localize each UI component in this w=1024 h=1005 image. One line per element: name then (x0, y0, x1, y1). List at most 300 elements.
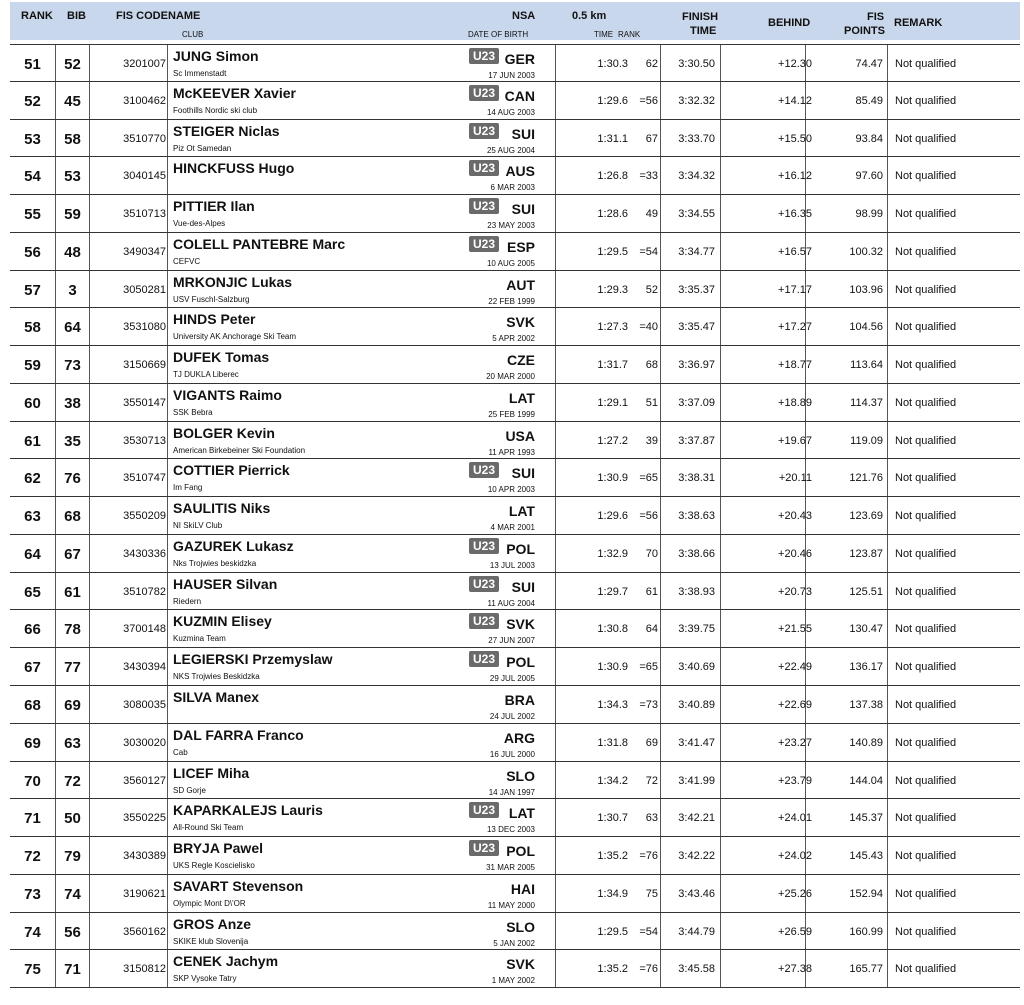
split-time: 1:30.9 (597, 472, 628, 485)
athlete-name: LICEF Miha (173, 764, 250, 781)
rank-cell: 65 (24, 583, 41, 601)
rank-cell: 66 (24, 621, 41, 639)
nsa-code: POL (506, 843, 535, 860)
nsa-code: LAT (508, 503, 535, 520)
split-rank: 61 (645, 585, 658, 598)
column-divider (887, 535, 888, 572)
remark: Not qualified (895, 736, 957, 749)
split-rank: 72 (645, 774, 658, 787)
fis-points: 113.64 (850, 359, 883, 372)
column-divider (660, 120, 661, 157)
split-time: 1:30.8 (597, 623, 628, 636)
fis-code-cell: 3700148 (123, 623, 166, 636)
athlete-name: HAUSER Silvan (173, 575, 278, 592)
nsa-code: ARG (503, 729, 535, 746)
date-of-birth: 31 MAR 2005 (486, 863, 535, 873)
date-of-birth: 11 MAY 2000 (487, 900, 535, 910)
date-of-birth: 29 JUL 2005 (489, 674, 535, 684)
bib-cell: 50 (64, 810, 81, 828)
table-row (10, 82, 1020, 120)
fis-points: 136.17 (849, 661, 883, 674)
nsa-code: SUI (511, 201, 535, 218)
column-divider (660, 497, 661, 534)
date-of-birth: 13 JUL 2003 (489, 560, 535, 570)
fis-code-cell: 3550147 (123, 396, 166, 409)
column-divider (720, 724, 721, 761)
table-row (10, 384, 1020, 422)
date-of-birth: 23 MAY 2003 (487, 221, 535, 231)
bib-cell: 77 (64, 659, 81, 677)
split-time: 1:30.9 (597, 661, 628, 674)
time-behind: +22.49 (778, 661, 812, 674)
split-time: 1:34.9 (597, 887, 628, 900)
column-divider (167, 459, 168, 496)
column-divider (555, 497, 556, 534)
column-divider (555, 648, 556, 685)
fis-code-cell: 3050281 (123, 283, 166, 296)
column-divider (720, 913, 721, 950)
table-row (10, 195, 1020, 233)
column-divider (555, 271, 556, 308)
split-time: 1:27.2 (597, 434, 628, 447)
fis-points: 98.99 (855, 208, 883, 221)
remark: Not qualified (895, 58, 957, 70)
athlete-name: COLELL PANTEBRE Marc (173, 235, 346, 252)
club-name: Foothills Nordic ski club (173, 105, 258, 115)
remark: Not qualified (895, 359, 957, 372)
u23-badge: U23 (469, 802, 499, 818)
club-name: NI SkiLV Club (173, 521, 223, 531)
column-divider (660, 308, 661, 345)
rank-cell: 59 (24, 357, 41, 375)
club-name: Riedern (173, 596, 202, 606)
rank-cell: 70 (24, 772, 41, 790)
table-row (10, 610, 1020, 648)
column-divider (720, 648, 721, 685)
club-name: Olympic Mont D\'OR (173, 898, 246, 908)
column-divider (720, 837, 721, 874)
split-time: 1:35.2 (597, 963, 628, 976)
header-rank: RANK (21, 10, 53, 22)
bib-cell: 45 (64, 92, 81, 110)
rank-cell: 74 (24, 923, 41, 941)
header-finish-time: TIME (690, 25, 717, 37)
athlete-name: HINCKFUSS Hugo (173, 160, 295, 177)
date-of-birth: 14 JAN 1997 (488, 787, 535, 797)
column-divider (720, 233, 721, 270)
fis-points: 97.60 (855, 170, 883, 183)
fis-code-cell: 3150812 (123, 963, 166, 976)
athlete-name: SAULITIS Niks (173, 500, 271, 517)
split-rank: =40 (639, 321, 658, 334)
time-behind: +26.59 (778, 925, 812, 938)
column-divider (660, 233, 661, 270)
table-row (10, 346, 1020, 384)
column-divider (660, 950, 661, 987)
column-divider (720, 271, 721, 308)
rank-cell: 60 (24, 394, 41, 412)
remark: Not qualified (895, 850, 957, 863)
finish-time: 3:34.55 (678, 208, 715, 221)
rank-cell: 75 (24, 961, 41, 979)
date-of-birth: 5 JAN 2002 (493, 938, 535, 948)
column-divider (167, 648, 168, 685)
fis-code-cell: 3531080 (123, 321, 166, 334)
column-divider (887, 648, 888, 685)
column-divider (555, 233, 556, 270)
remark: Not qualified (895, 963, 957, 976)
club-name: USV Fuschl-Salzburg (173, 294, 250, 304)
nsa-code: POL (506, 654, 535, 671)
remark: Not qualified (895, 283, 957, 296)
column-divider (555, 422, 556, 459)
column-divider (720, 535, 721, 572)
finish-time: 3:38.63 (678, 510, 715, 523)
athlete-name: GAZUREK Lukasz (173, 537, 294, 554)
table-row (10, 157, 1020, 195)
fis-code-cell: 3030020 (123, 736, 166, 749)
bib-cell: 56 (64, 923, 81, 941)
fis-code-cell: 3510713 (123, 208, 166, 221)
table-row (10, 573, 1020, 611)
time-behind: +15.50 (778, 132, 812, 145)
remark: Not qualified (895, 774, 957, 787)
time-behind: +16.57 (778, 245, 812, 258)
athlete-name: VIGANTS Raimo (173, 386, 282, 403)
split-rank: =76 (639, 850, 658, 863)
column-divider (167, 950, 168, 987)
fis-points: 144.04 (849, 774, 883, 787)
rank-cell: 73 (24, 885, 41, 903)
results-header (10, 2, 1020, 40)
column-divider (887, 610, 888, 647)
nsa-code: HAI (510, 880, 535, 897)
time-behind: +23.79 (778, 774, 812, 787)
date-of-birth: 16 JUL 2000 (489, 749, 535, 759)
table-row (10, 724, 1020, 762)
column-divider (167, 497, 168, 534)
date-of-birth: 14 AUG 2003 (486, 107, 535, 117)
column-divider (660, 82, 661, 119)
column-divider (720, 875, 721, 912)
column-divider (887, 82, 888, 119)
fis-points: 119.09 (850, 434, 883, 447)
column-divider (887, 686, 888, 723)
fis-code-cell: 3040145 (123, 170, 166, 183)
nsa-code: SVK (506, 956, 535, 973)
date-of-birth: 17 JUN 2003 (488, 71, 535, 80)
nsa-code: CAN (504, 87, 535, 104)
nsa-code: SVK (506, 616, 535, 633)
column-divider (887, 384, 888, 421)
time-behind: +27.38 (778, 963, 812, 976)
fis-points: 74.47 (855, 58, 883, 70)
date-of-birth: 20 MAR 2000 (486, 372, 535, 382)
split-rank: 49 (645, 208, 658, 221)
fis-code-cell: 3080035 (123, 699, 166, 712)
table-row (10, 686, 1020, 724)
column-divider (167, 308, 168, 345)
column-divider (167, 384, 168, 421)
column-divider (167, 762, 168, 799)
bib-cell: 73 (64, 357, 81, 375)
rank-cell: 54 (24, 168, 41, 186)
rank-cell: 69 (24, 734, 41, 752)
fis-points: 137.38 (849, 699, 883, 712)
bib-cell: 71 (64, 961, 81, 979)
split-rank: 67 (645, 132, 658, 145)
column-divider (887, 271, 888, 308)
finish-time: 3:43.46 (678, 887, 715, 900)
club-name: UKS Regle Koscielisko (173, 861, 255, 871)
time-behind: +22.69 (778, 699, 812, 712)
header-finish: FINISH (682, 11, 719, 23)
column-divider (167, 799, 168, 836)
time-behind: +17.17 (778, 283, 812, 296)
column-divider (660, 610, 661, 647)
bib-cell: 78 (64, 621, 81, 639)
table-row (10, 648, 1020, 686)
u23-badge: U23 (469, 538, 499, 554)
nsa-code: POL (506, 540, 535, 557)
athlete-name: SAVART Stevenson (173, 877, 304, 894)
table-row (10, 459, 1020, 497)
finish-time: 3:34.32 (678, 170, 715, 183)
split-time: 1:35.2 (597, 850, 628, 863)
split-time: 1:30.7 (597, 812, 628, 825)
column-divider (887, 459, 888, 496)
fis-points: 152.94 (849, 887, 883, 900)
nsa-code: SLO (506, 767, 535, 784)
split-time: 1:29.1 (597, 396, 628, 409)
split-rank: =56 (639, 94, 658, 107)
column-divider (167, 120, 168, 157)
split-rank: =73 (639, 699, 658, 712)
split-time: 1:29.6 (597, 510, 628, 523)
remark: Not qualified (895, 472, 957, 485)
rank-cell: 53 (24, 130, 41, 148)
column-divider (555, 346, 556, 383)
column-divider (887, 875, 888, 912)
split-rank: 52 (645, 283, 658, 296)
time-behind: +14.12 (778, 94, 812, 107)
header-nsa: NSA (512, 10, 536, 22)
column-divider (660, 384, 661, 421)
athlete-name: DUFEK Tomas (173, 349, 270, 366)
header-fis-points: POINTS (844, 25, 885, 37)
time-behind: +24.01 (778, 812, 812, 825)
bib-cell: 64 (64, 319, 81, 337)
split-rank: =76 (639, 963, 658, 976)
athlete-name: KUZMIN Elisey (173, 613, 272, 630)
table-row (10, 422, 1020, 460)
nsa-code: SVK (506, 314, 535, 331)
rank-cell: 62 (24, 470, 41, 488)
table-row (10, 44, 1020, 82)
table-row (10, 875, 1020, 913)
finish-time: 3:37.09 (678, 396, 715, 409)
remark: Not qualified (895, 812, 957, 825)
fis-code-cell: 3510782 (123, 585, 166, 598)
nsa-code: AUT (506, 276, 535, 293)
u23-badge: U23 (469, 840, 499, 856)
fis-code-cell: 3430394 (123, 661, 166, 674)
club-name: SKP Vysoke Tatry (173, 974, 237, 984)
athlete-name: GROS Anze (173, 915, 252, 932)
remark: Not qualified (895, 510, 957, 523)
club-name: University AK Anchorage Ski Team (173, 332, 297, 342)
column-divider (660, 837, 661, 874)
fis-points: 123.69 (849, 510, 883, 523)
u23-badge: U23 (469, 160, 499, 176)
remark: Not qualified (895, 623, 957, 636)
table-row (10, 271, 1020, 309)
header-remark: REMARK (894, 17, 943, 29)
fis-code-cell: 3150669 (123, 359, 166, 372)
club-name: SKIKE klub Slovenija (173, 936, 249, 946)
column-divider (720, 610, 721, 647)
column-divider (167, 535, 168, 572)
date-of-birth: 1 MAY 2002 (491, 976, 535, 986)
rank-cell: 58 (24, 319, 41, 337)
fis-code-cell: 3190621 (123, 887, 166, 900)
nsa-code: SUI (511, 578, 535, 595)
remark: Not qualified (895, 132, 957, 145)
column-divider (887, 837, 888, 874)
split-time: 1:34.2 (597, 774, 628, 787)
split-time: 1:29.7 (597, 585, 628, 598)
column-divider (167, 610, 168, 647)
remark: Not qualified (895, 245, 957, 258)
column-divider (660, 195, 661, 232)
fis-points: 123.87 (849, 547, 883, 560)
fis-code-cell: 3430336 (123, 547, 166, 560)
athlete-name: BOLGER Kevin (173, 424, 275, 441)
column-divider (555, 762, 556, 799)
date-of-birth: 10 AUG 2005 (486, 258, 535, 268)
date-of-birth: 24 JUL 2002 (489, 712, 535, 722)
u23-badge: U23 (469, 462, 499, 478)
column-divider (167, 271, 168, 308)
column-divider (887, 308, 888, 345)
split-rank: 68 (645, 359, 658, 372)
bib-cell: 69 (64, 697, 81, 715)
time-behind: +18.89 (778, 396, 812, 409)
header-fis: FIS (867, 11, 885, 23)
time-behind: +21.55 (778, 623, 812, 636)
column-divider (887, 573, 888, 610)
nsa-code: GER (504, 51, 535, 67)
table-row (10, 762, 1020, 800)
table-row (10, 799, 1020, 837)
rank-cell: 63 (24, 508, 41, 526)
fis-points: 103.96 (849, 283, 883, 296)
u23-badge: U23 (469, 85, 499, 101)
club-name: Im Fang (173, 483, 203, 493)
nsa-code: AUS (505, 163, 535, 180)
u23-badge: U23 (469, 651, 499, 667)
club-name: Nks Trojwies beskidzka (173, 558, 257, 568)
remark: Not qualified (895, 585, 957, 598)
rank-cell: 57 (24, 281, 41, 299)
finish-time: 3:44.79 (678, 925, 715, 938)
finish-time: 3:35.37 (678, 283, 715, 296)
column-divider (720, 422, 721, 459)
fis-points: 160.99 (849, 925, 883, 938)
column-divider (660, 45, 661, 81)
column-divider (660, 686, 661, 723)
column-divider (555, 950, 556, 987)
column-divider (555, 799, 556, 836)
fis-code-cell: 3490347 (123, 245, 166, 258)
club-name: Vue-des-Alpes (173, 219, 226, 229)
time-behind: +20.11 (778, 472, 812, 485)
u23-badge: U23 (469, 123, 499, 139)
nsa-code: SUI (511, 465, 535, 482)
column-divider (720, 157, 721, 194)
column-divider (660, 346, 661, 383)
column-divider (720, 120, 721, 157)
finish-time: 3:35.47 (678, 321, 715, 334)
fis-points: 130.47 (849, 623, 883, 636)
fis-points: 140.89 (849, 736, 883, 749)
rank-cell: 56 (24, 243, 41, 261)
split-rank: 69 (645, 736, 658, 749)
bib-cell: 59 (64, 206, 81, 224)
table-row (10, 308, 1020, 346)
athlete-name: DAL FARRA Franco (173, 726, 304, 743)
split-time: 1:34.3 (597, 699, 628, 712)
remark: Not qualified (895, 396, 957, 409)
finish-time: 3:32.32 (678, 94, 715, 107)
bib-cell: 67 (64, 545, 81, 563)
column-divider (660, 648, 661, 685)
column-divider (887, 950, 888, 987)
column-divider (720, 762, 721, 799)
club-name: Sc Immenstadt (173, 69, 227, 78)
column-divider (887, 422, 888, 459)
nsa-code: LAT (508, 389, 535, 406)
column-divider (660, 422, 661, 459)
column-divider (887, 346, 888, 383)
date-of-birth: 27 JUN 2007 (488, 636, 535, 646)
finish-time: 3:37.87 (678, 434, 715, 447)
column-divider (167, 913, 168, 950)
u23-badge: U23 (469, 236, 499, 252)
header-bib: BIB (67, 10, 86, 22)
column-divider (167, 686, 168, 723)
fis-points: 145.37 (849, 812, 883, 825)
athlete-name: SILVA Manex (173, 689, 260, 706)
time-behind: +25.26 (778, 887, 812, 900)
split-rank: =65 (639, 472, 658, 485)
bib-cell: 3 (68, 281, 77, 299)
split-time: 1:26.8 (597, 170, 628, 183)
rank-cell: 51 (24, 56, 41, 73)
column-divider (167, 422, 168, 459)
date-of-birth: 13 DEC 2003 (486, 825, 535, 835)
nsa-code: SLO (506, 918, 535, 935)
column-divider (720, 799, 721, 836)
column-divider (555, 308, 556, 345)
column-divider (555, 837, 556, 874)
u23-badge: U23 (469, 613, 499, 629)
split-rank: 62 (645, 58, 658, 70)
column-divider (555, 913, 556, 950)
column-divider (720, 346, 721, 383)
club-name: NKS Trojwies Beskidzka (173, 672, 260, 682)
athlete-name: HINDS Peter (173, 311, 256, 328)
